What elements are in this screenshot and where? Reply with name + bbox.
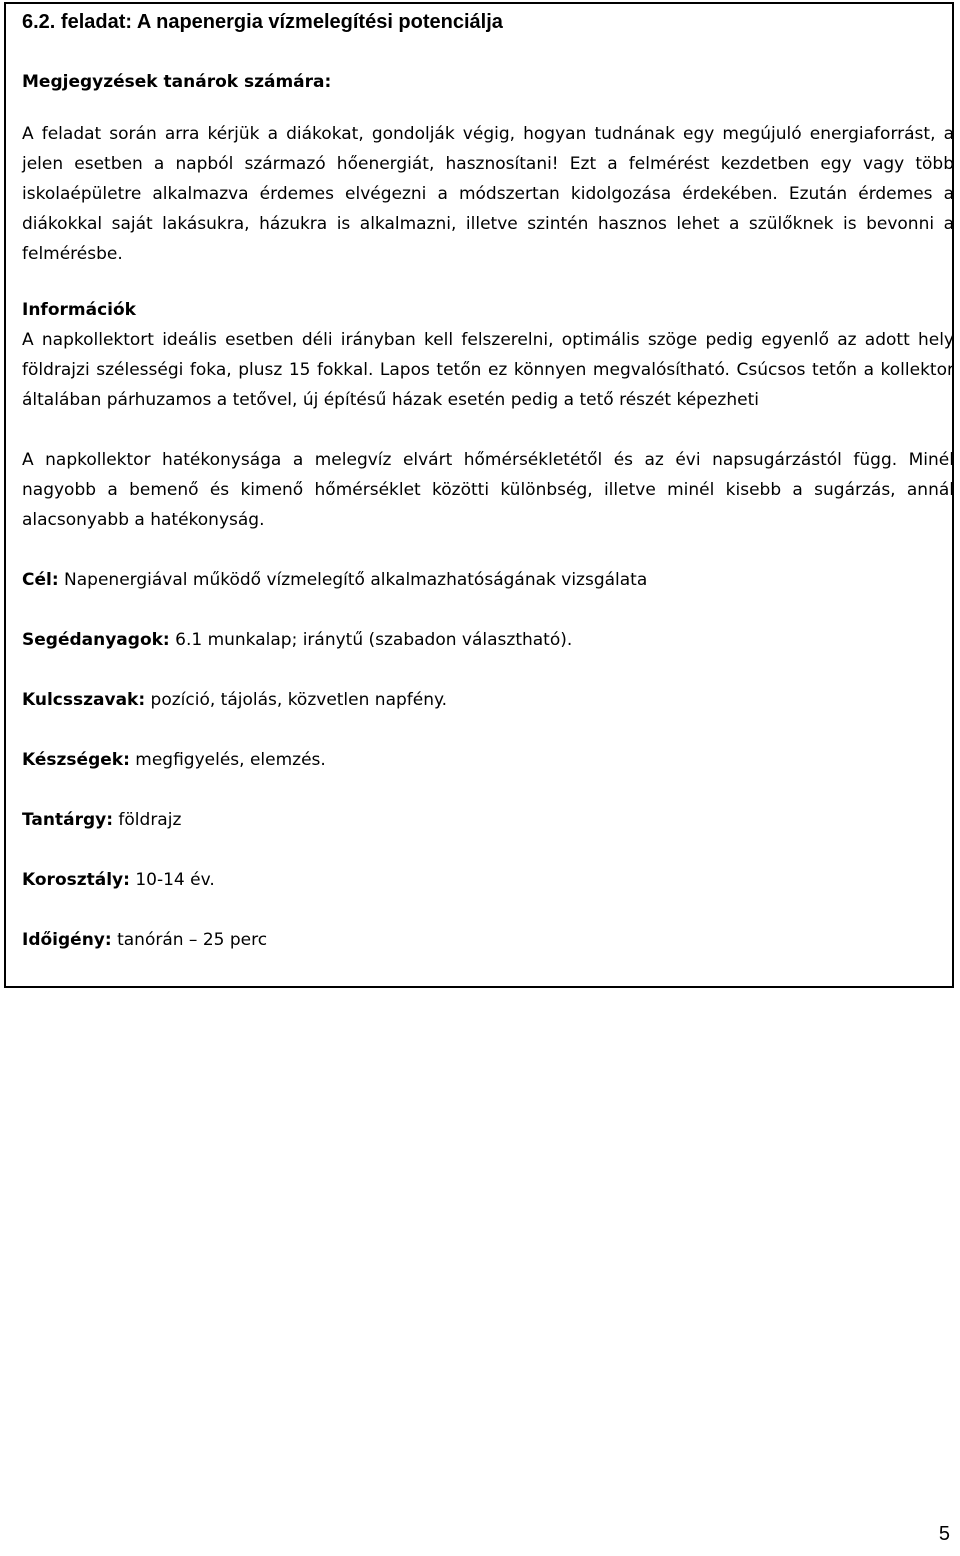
task-box — [4, 2, 954, 988]
field-value: 6.1 munkalap; iránytű (szabadon választható). — [169, 630, 573, 650]
field-age-group — [22, 865, 954, 895]
field-key: Korosztály: — [22, 870, 130, 890]
field-key: Időigény: — [22, 930, 112, 950]
info-text-2: Csúcsos tetőn a kollektor általában párhuzamos a tetővel, új építésű házak esetén pedig a tető részét képezheti — [22, 360, 954, 410]
field-goal — [22, 565, 954, 595]
field-key: Kulcsszavak: — [22, 690, 146, 710]
notes-text-3: Ezt a felmérést kezdetben egy vagy több iskolaépületre alkalmazva érdemes elvégezni a módszertan kidolgozása érdekében. — [22, 154, 954, 204]
info-text-4: Minél nagyobb a bemenő és kimenő hőmérséklet közötti különbség, illetve minél kisebb a sugárzás, annál alacsonyabb a hatékonyság. — [22, 450, 954, 530]
field-key: Cél: — [22, 570, 59, 590]
field-subject — [22, 805, 954, 835]
field-value: Napenergiával működő vízmelegítő alkalmazhatóságának vizsgálata — [58, 570, 648, 590]
field-time-needed — [22, 925, 954, 955]
field-skills — [22, 745, 954, 775]
info-text-3: A napkollektor hatékonysága a melegvíz elvárt hőmérsékletétől és az évi napsugárzástól függ. — [22, 450, 909, 470]
field-key: Tantárgy: — [22, 810, 114, 830]
field-materials — [22, 625, 954, 655]
field-keywords — [22, 685, 954, 715]
info-paragraph-2 — [22, 445, 954, 535]
field-key: Segédanyagok: — [22, 630, 170, 650]
notes-text-1: A feladat során arra kérjük a diákokat, gondolják végig, hogyan tudnának egy megújuló energiaforrást, — [22, 124, 944, 144]
notes-text-2: a jelen esetben a napból származó hőenergiát, hasznosítani! — [22, 124, 954, 174]
task-content — [22, 9, 954, 955]
page-number: 5 — [938, 1523, 950, 1545]
notes-paragraph — [22, 119, 954, 269]
info-heading: Információk — [22, 300, 136, 320]
field-value: 10-14 év. — [129, 870, 215, 890]
field-key: Készségek: — [22, 750, 130, 770]
info-text-1: A napkollektort ideális esetben déli irányban kell felszerelni, optimális szöge pedig egyenlő az adott hely földrajzi szélességi foka, plusz 15 fokkal. Lapos tetőn ez könnyen megvalósítható. — [22, 330, 954, 380]
task-title: 6.2. feladat: A napenergia vízmelegítési potenciálja — [22, 11, 503, 33]
field-value: megfigyelés, elemzés. — [129, 750, 326, 770]
field-value: tanórán – 25 perc — [111, 930, 268, 950]
notes-text-4: Ezután érdemes a diákokkal saját lakásukra, házukra is alkalmazni, illetve szintén hasznos lehet a szülőknek is bevonni a felmérésbe. — [22, 184, 955, 264]
field-value: pozíció, tájolás, közvetlen napfény. — [145, 690, 448, 710]
info-paragraph-1 — [22, 325, 954, 415]
field-value: földrajz — [113, 810, 182, 830]
notes-heading: Megjegyzések tanárok számára: — [22, 72, 332, 92]
